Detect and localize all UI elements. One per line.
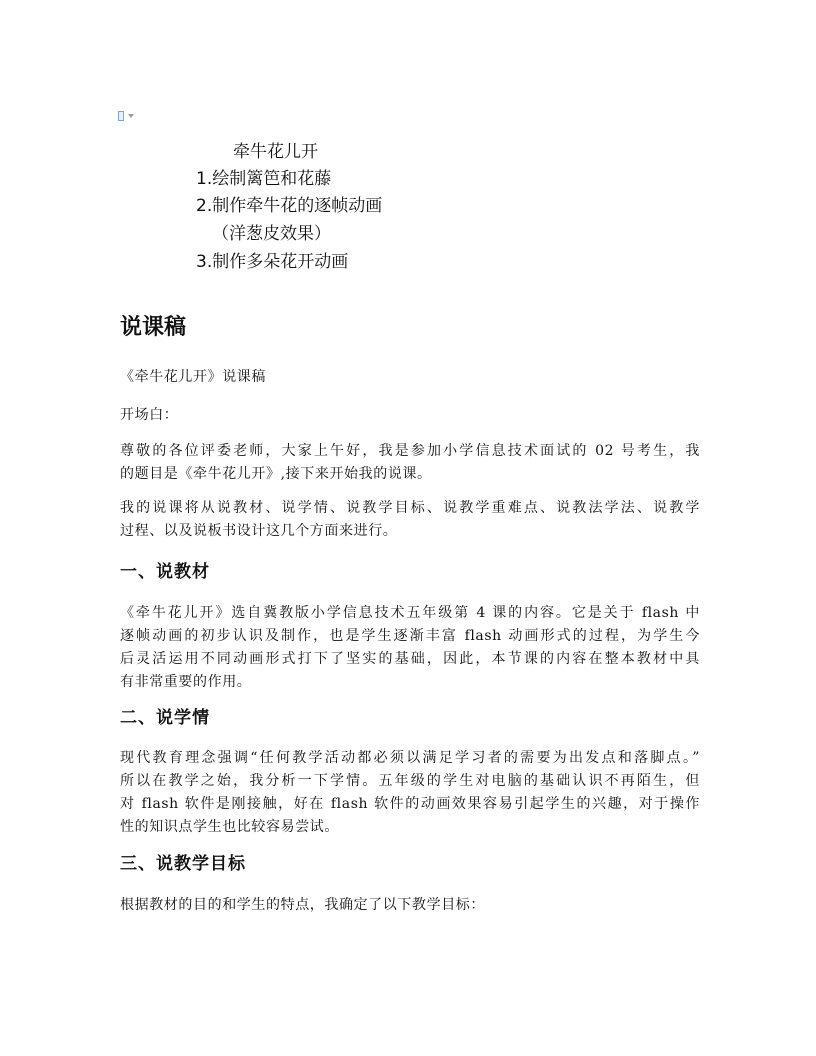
paragraph-overview xyxy=(120,497,700,543)
chevron-down-icon xyxy=(128,114,134,118)
text-line: 《牵牛花儿开》说课稿 xyxy=(120,369,266,385)
section-title: 说课稿 xyxy=(120,315,187,340)
text-line: 的题目是《牵牛花儿开》,接下来开始我的说课。 xyxy=(120,466,432,482)
text-line: 尊敬的各位评委老师，大家上午好，我是参加小学信息技术面试的 02 号考生，我 xyxy=(120,443,700,459)
outline-item-2-note: （洋葱皮效果） xyxy=(212,224,331,244)
text-line: 对 flash 软件是刚接触，好在 flash 软件的动画效果容易引起学生的兴趣，对于操作 xyxy=(120,796,700,812)
text-line: 性的知识点学生也比较容易尝试。 xyxy=(120,819,339,835)
paste-options-icon[interactable] xyxy=(118,111,136,123)
outline-title: 牵牛花儿开 xyxy=(233,142,318,162)
outline-item-2: 2.制作牵牛花的逐帧动画 xyxy=(196,196,383,216)
paragraph-textbook xyxy=(120,602,700,694)
paragraph-objectives xyxy=(120,894,700,917)
outline-item-1: 1.绘制篱笆和花藤 xyxy=(196,169,332,189)
heading-students: 二、说学情 xyxy=(120,708,210,728)
text-line: 现代教育理念强调“任何教学活动都必须以满足学习者的需要为出发点和落脚点。” xyxy=(120,750,700,766)
outline-item-3: 3.制作多朵花开动画 xyxy=(196,252,349,272)
text-line: 我的说课将从说教材、说学情、说教学目标、说教学重难点、说教法学法、说教学 xyxy=(120,500,700,516)
heading-objectives: 三、说教学目标 xyxy=(120,854,246,874)
text-line: 根据教材的目的和学生的特点，我确定了以下教学目标： xyxy=(120,897,485,913)
text-line: 过程、以及说板书设计这几个方面来进行。 xyxy=(120,523,398,539)
text-line: 所以在教学之始，我分析一下学情。五年级的学生对电脑的基础认识不再陌生，但 xyxy=(120,773,700,789)
paragraph-greeting xyxy=(120,440,700,486)
text-line: 逐帧动画的初步认识及制作，也是学生逐渐丰富 flash 动画形式的过程，为学生今 xyxy=(120,628,700,644)
text-line: 《牵牛花儿开》选自冀教版小学信息技术五年级第 4 课的内容。它是关于 flash 中 xyxy=(120,605,700,621)
text-line: 开场白： xyxy=(120,407,179,423)
text-line: 后灵活运用不同动画形式打下了坚实的基础，因此，本节课的内容在整本教材中具 xyxy=(120,651,700,667)
paragraph-students xyxy=(120,747,700,839)
clipboard-icon xyxy=(118,111,124,121)
heading-textbook: 一、说教材 xyxy=(120,562,210,582)
doc-subtitle xyxy=(120,366,700,389)
text-line: 有非常重要的作用。 xyxy=(120,674,252,690)
opening-label xyxy=(120,404,700,427)
